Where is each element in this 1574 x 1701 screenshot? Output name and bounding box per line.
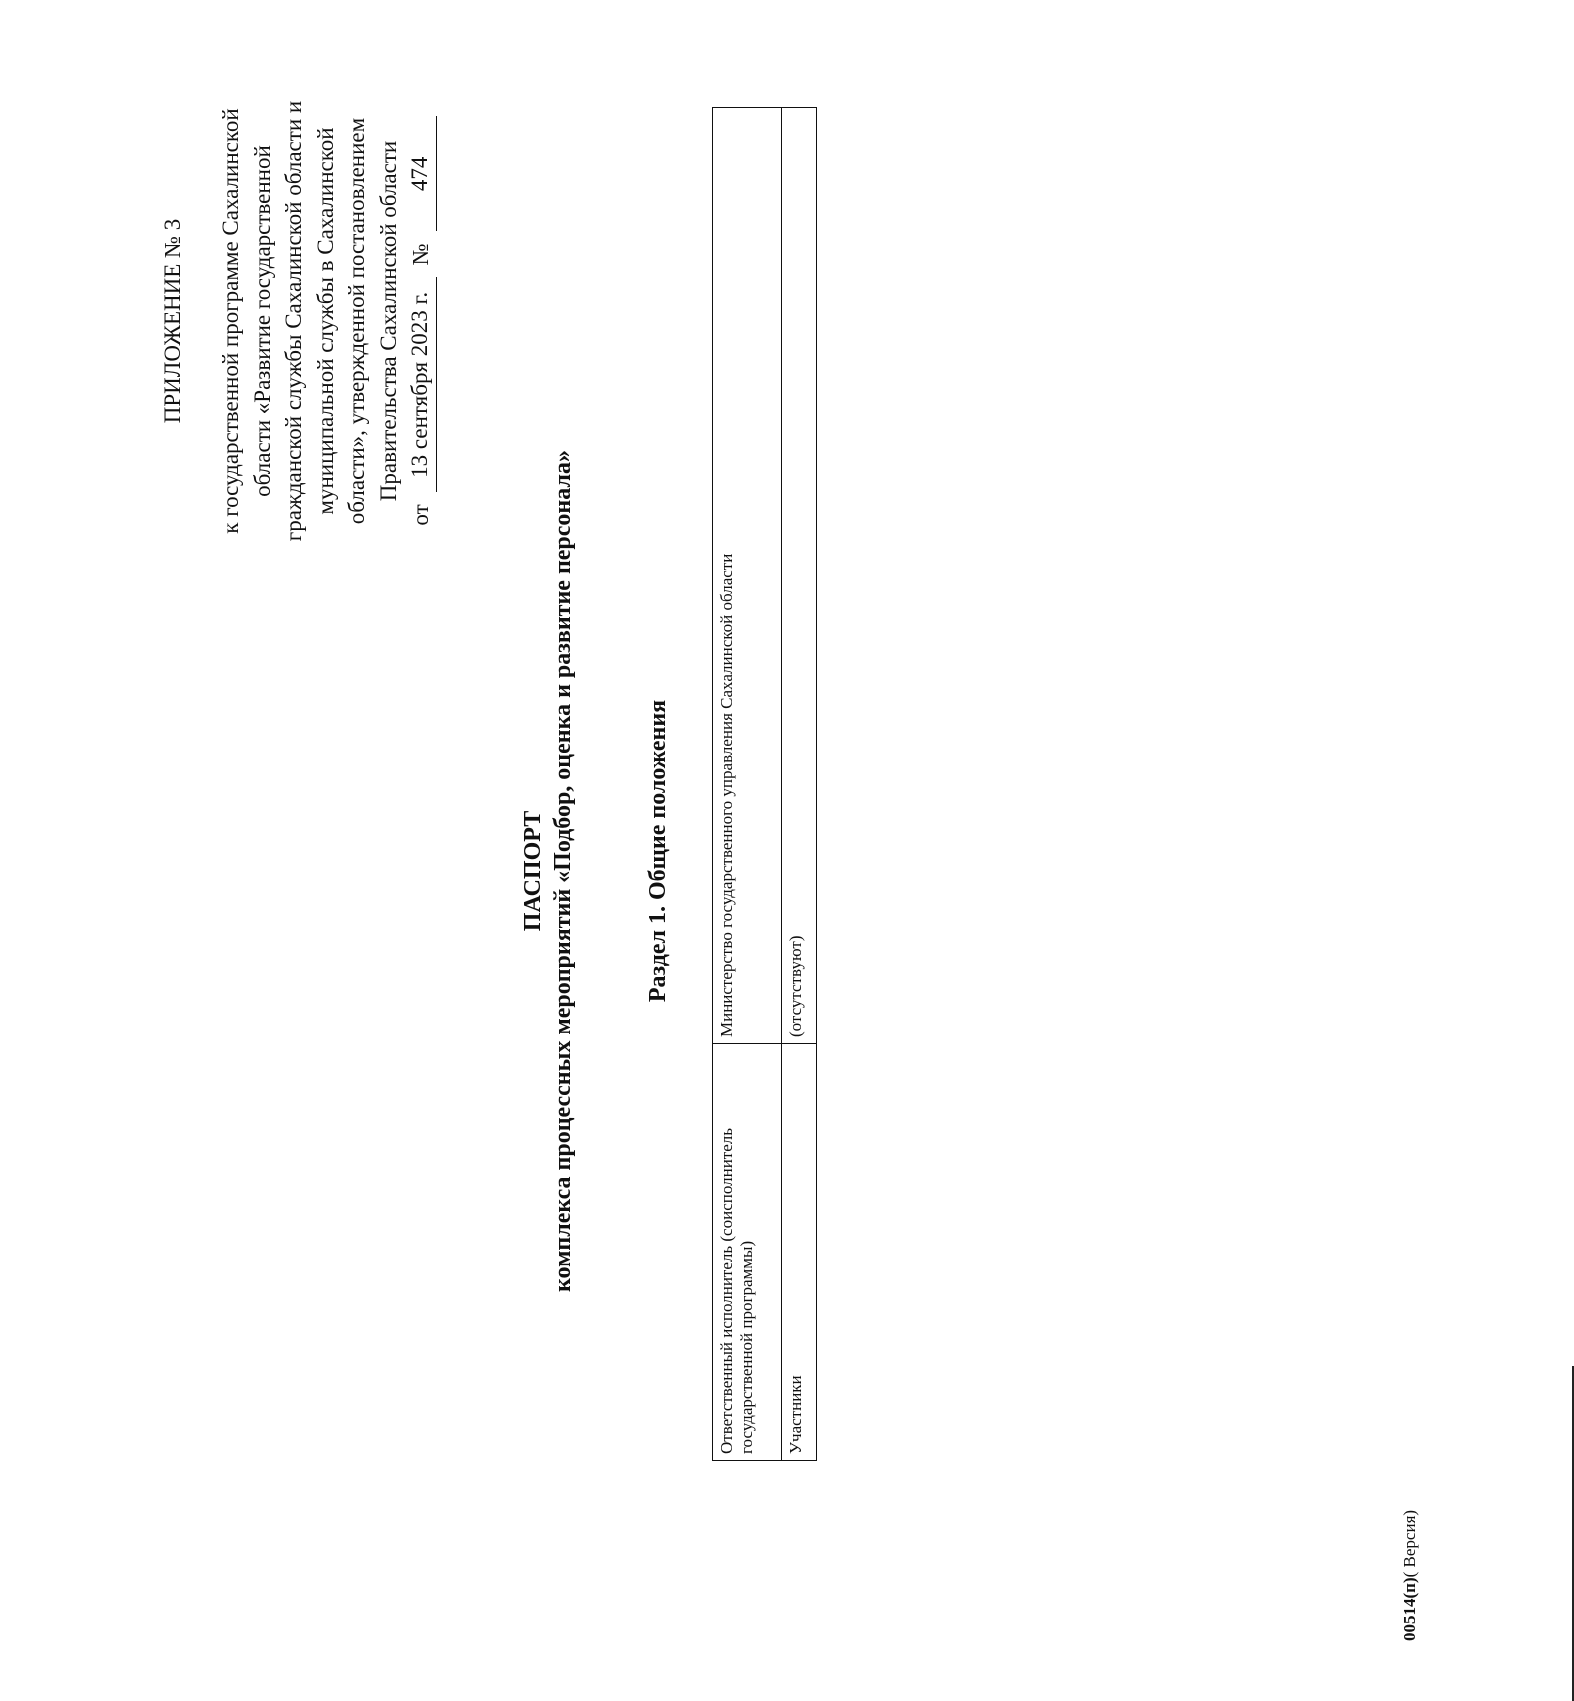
appendix-line: области», утвержденной постановлением	[344, 117, 369, 525]
appendix-approval-block	[215, 41, 437, 601]
document-footer-code	[1400, 1510, 1420, 1641]
number-value: 474	[404, 116, 437, 231]
passport-title: ПАСПОРТ	[520, 810, 546, 932]
date-prefix: от	[408, 504, 433, 526]
appendix-line: области «Развитие государственной	[249, 145, 275, 497]
appendix-line: к государственной программе Сахалинской	[218, 108, 243, 534]
number-prefix: №	[408, 243, 433, 266]
table-cell-value: Министерство государственного управления Сахалинской области	[713, 108, 782, 1044]
footer-code: 00514(п)	[1400, 1577, 1419, 1641]
appendix-line: Правительства Сахалинской области	[375, 140, 401, 502]
section-title: Раздел 1. Общие положения	[645, 699, 671, 1003]
table-cell-value: (отсутствуют)	[782, 108, 817, 1044]
general-provisions-table	[712, 107, 817, 1461]
appendix-line: муниципальной службы в Сахалинской	[312, 127, 338, 515]
footer-version: ( Версия)	[1400, 1509, 1419, 1578]
appendix-date-line	[404, 41, 437, 601]
appendix-title: ПРИЛОЖЕНИЕ № 3	[160, 218, 185, 424]
table-row	[713, 108, 782, 1461]
table-cell-label: Ответственный исполнитель (соисполнитель государственной программы)	[713, 1044, 782, 1461]
table-row	[782, 108, 817, 1461]
passport-subtitle: комплекса процессных мероприятий «Подбор, оценка и развитие персонала»	[550, 450, 576, 1292]
date-value: 13 сентября 2023 г.	[404, 277, 437, 492]
appendix-line: гражданской службы Сахалинской области и	[281, 100, 306, 542]
table-cell-label: Участники	[782, 1044, 817, 1461]
